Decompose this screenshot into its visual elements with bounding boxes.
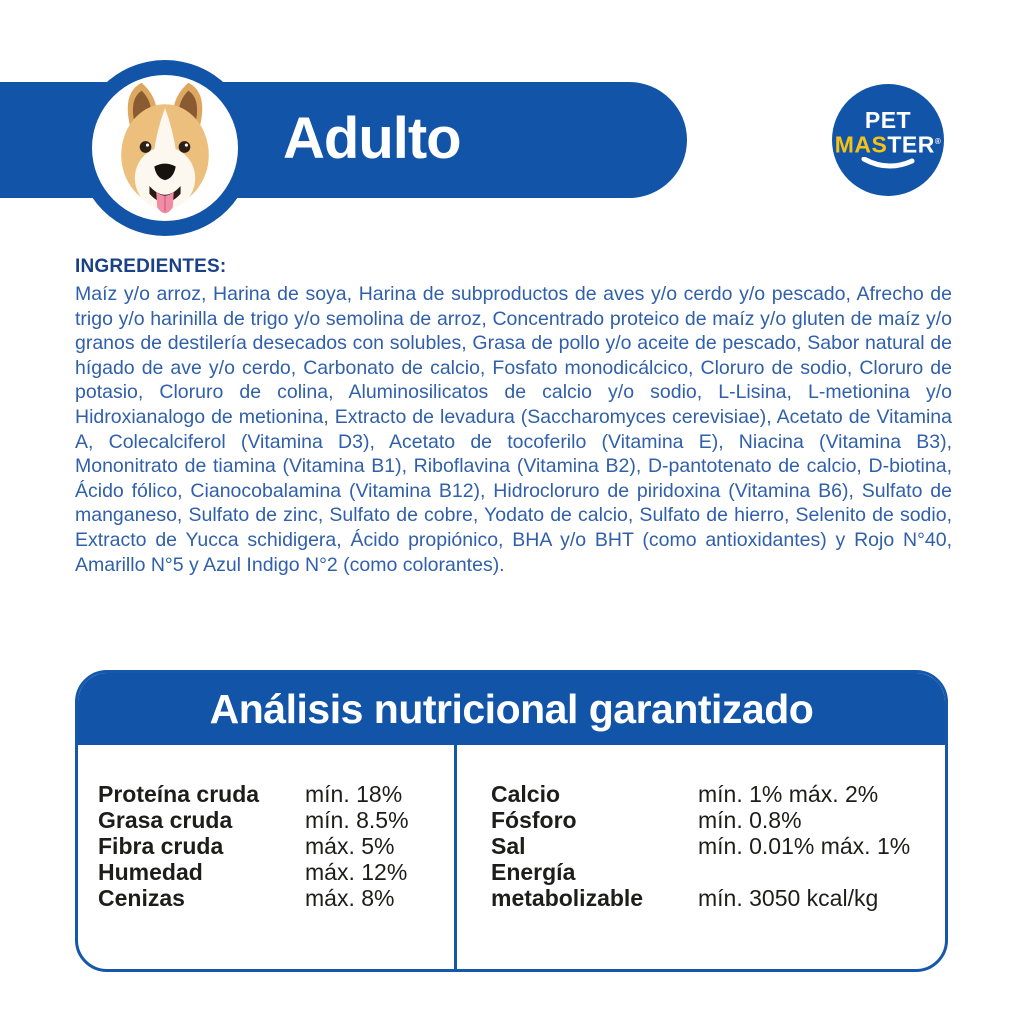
nutrition-header <box>78 673 945 745</box>
table-row <box>98 807 454 833</box>
table-row <box>491 859 945 911</box>
table-row <box>98 833 454 859</box>
nutrient-value: mín. 18% <box>305 781 403 807</box>
nutrient-value: mín. 1% máx. 2% <box>698 781 879 807</box>
smile-swoosh-icon <box>860 157 916 170</box>
ingredients-heading: INGREDIENTES: <box>75 256 227 277</box>
nutrient-value: máx. 8% <box>305 885 395 911</box>
nutrient-label: Fósforo <box>491 807 577 833</box>
logo-word-master <box>835 131 942 156</box>
ingredients-section <box>75 256 952 577</box>
nutrient-label: Sal <box>491 833 526 859</box>
nutrient-label: Energía metabolizable <box>491 859 644 911</box>
nutrition-title: Análisis nutricional garantizado <box>209 685 814 732</box>
nutrient-value: mín. 0.01% máx. 1% <box>698 833 911 859</box>
logo-master-white-part: TER <box>887 131 935 158</box>
logo-master-yellow-part: MAS <box>834 131 888 158</box>
nutrient-label: Calcio <box>491 781 561 807</box>
dog-photo <box>92 75 238 221</box>
nutrient-value: máx. 5% <box>305 833 395 859</box>
nutrient-label: Proteína cruda <box>98 781 260 807</box>
dog-illustration <box>92 75 238 221</box>
nutrition-column-left <box>78 745 457 969</box>
nutrition-analysis-box <box>75 670 948 972</box>
nutrient-label: Cenizas <box>98 885 185 911</box>
nutrient-value: mín. 8.5% <box>305 807 409 833</box>
table-row <box>491 781 945 807</box>
table-row <box>98 781 454 807</box>
table-row <box>491 807 945 833</box>
nutrient-value: mín. 3050 kcal/kg <box>698 885 879 911</box>
logo-word-pet: PET <box>864 106 912 133</box>
nutrient-label: Humedad <box>98 859 203 885</box>
table-row <box>98 885 454 911</box>
registered-trademark-symbol: ® <box>934 136 942 146</box>
ingredients-text: Maíz y/o arroz, Harina de soya, Harina de subproductos de aves y/o cerdo y/o pescado, Afrecho de trigo y/o harinilla de trigo y/o semolina de arroz, Concentrado proteico de maíz y/o gluten de maíz y/o granos de destilería desecados con solubles, Grasa de pollo y/o aceite de pescado, Sabor natural de hígado de ave y/o cerdo, Carbonato de calcio, Fosfato monodicálcico, Cloruro de sodio, Cloruro de potasio, Cloruro de colina, Aluminosilicatos de calcio y/o sodio, L-Lisina, L-metionina y/o Hidroxianalogo de metionina, Extracto de levadura (Saccharomyces cerevisiae), Acetato de Vitamina A, Colecalciferol (Vitamina D3), Acetato de tocoferilo (Vitamina E), Niacina (Vitamina B3), Mononitrato de tiamina (Vitamina B1), Riboflavina (Vitamina B2), D-pantotenato de calcio, D-biotina, Ácido fólico, Cianocobalamina (Vitamina B12), Hidrocloruro de piridoxina (Vitamina B6), Sulfato de manganeso, Sulfato de zinc, Sulfato de cobre, Yodato de calcio, Sulfato de hierro, Selenito de sodio, Extracto de Yucca schidigera, Ácido propiónico, BHA y/o BHT (como antioxidantes) y Rojo N°40, Amarillo N°5 y Azul Indigo N°2 (como colorantes). <box>75 283 952 576</box>
nutrient-value: mín. 0.8% <box>698 807 802 833</box>
petmaster-logo <box>832 84 944 196</box>
nutrition-table <box>78 745 945 969</box>
nutrition-column-right <box>457 745 945 969</box>
page-title: Adulto <box>283 106 461 171</box>
dog-badge-ring <box>77 60 253 236</box>
nutrient-label: Grasa cruda <box>98 807 233 833</box>
nutrient-label: Fibra cruda <box>98 833 224 859</box>
nutrient-value: máx. 12% <box>305 859 408 885</box>
table-row <box>98 859 454 885</box>
table-row <box>491 833 945 859</box>
